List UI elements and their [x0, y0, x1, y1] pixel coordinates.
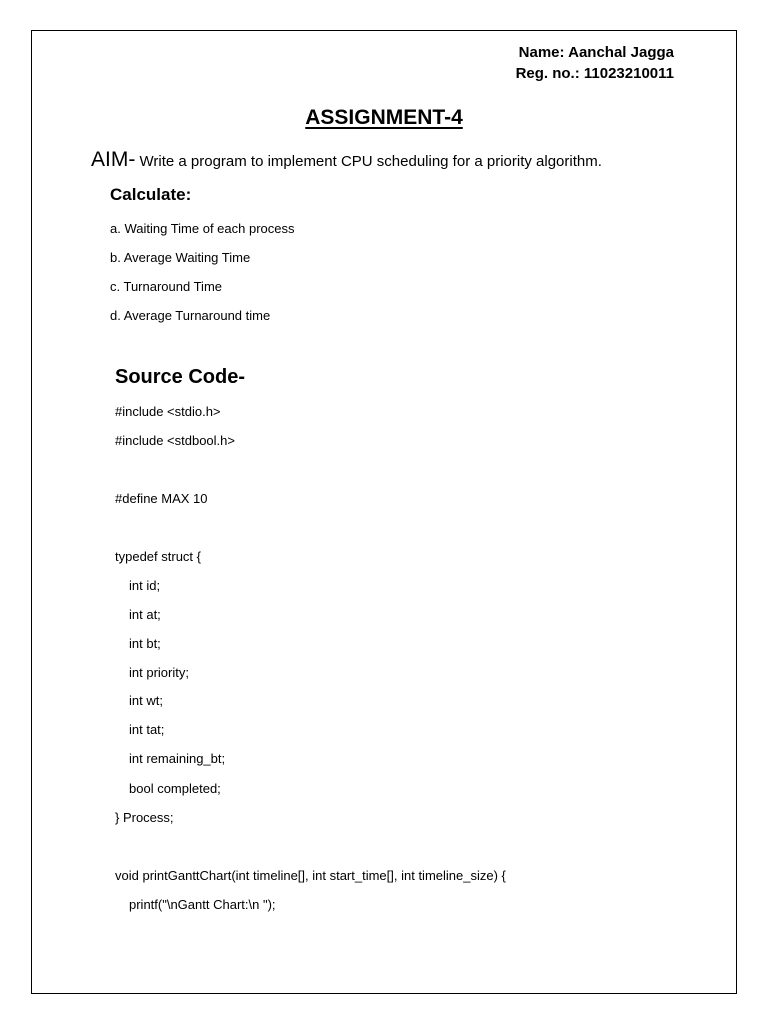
calculate-item: d. Average Turnaround time [110, 308, 271, 323]
code-line: int wt; [129, 693, 163, 708]
assignment-title: ASSIGNMENT-4 [305, 106, 463, 129]
student-name: Name: Aanchal Jagga [518, 44, 674, 61]
aim-text: Write a program to implement CPU scheduling for a priority algorithm. [135, 153, 602, 170]
code-line: int bt; [129, 636, 161, 651]
code-line: int at; [129, 607, 161, 622]
calculate-item: a. Waiting Time of each process [110, 221, 295, 236]
code-line: #define MAX 10 [115, 491, 208, 506]
code-line: bool completed; [129, 781, 221, 796]
calculate-heading: Calculate: [110, 185, 192, 204]
calculate-item: b. Average Waiting Time [110, 250, 251, 265]
page-border [31, 30, 737, 994]
calculate-item: c. Turnaround Time [110, 279, 222, 294]
code-line: int priority; [129, 665, 189, 680]
aim-label: AIM- [91, 148, 136, 171]
code-line: int id; [129, 578, 161, 593]
code-line: int tat; [129, 722, 165, 737]
aim-statement [91, 148, 602, 172]
code-line: #include <stdio.h> [115, 404, 221, 419]
code-line: void printGanttChart(int timeline[], int start_time[], int timeline_size) { [115, 868, 506, 883]
code-line: printf("\nGantt Chart:\n "); [129, 897, 276, 912]
code-line: } Process; [115, 810, 174, 825]
registration-number: Reg. no.: 11023210011 [515, 65, 674, 82]
code-line: typedef struct { [115, 549, 201, 564]
code-line: int remaining_bt; [129, 751, 226, 766]
source-code-heading: Source Code- [115, 366, 246, 388]
code-line: #include <stdbool.h> [115, 433, 235, 448]
